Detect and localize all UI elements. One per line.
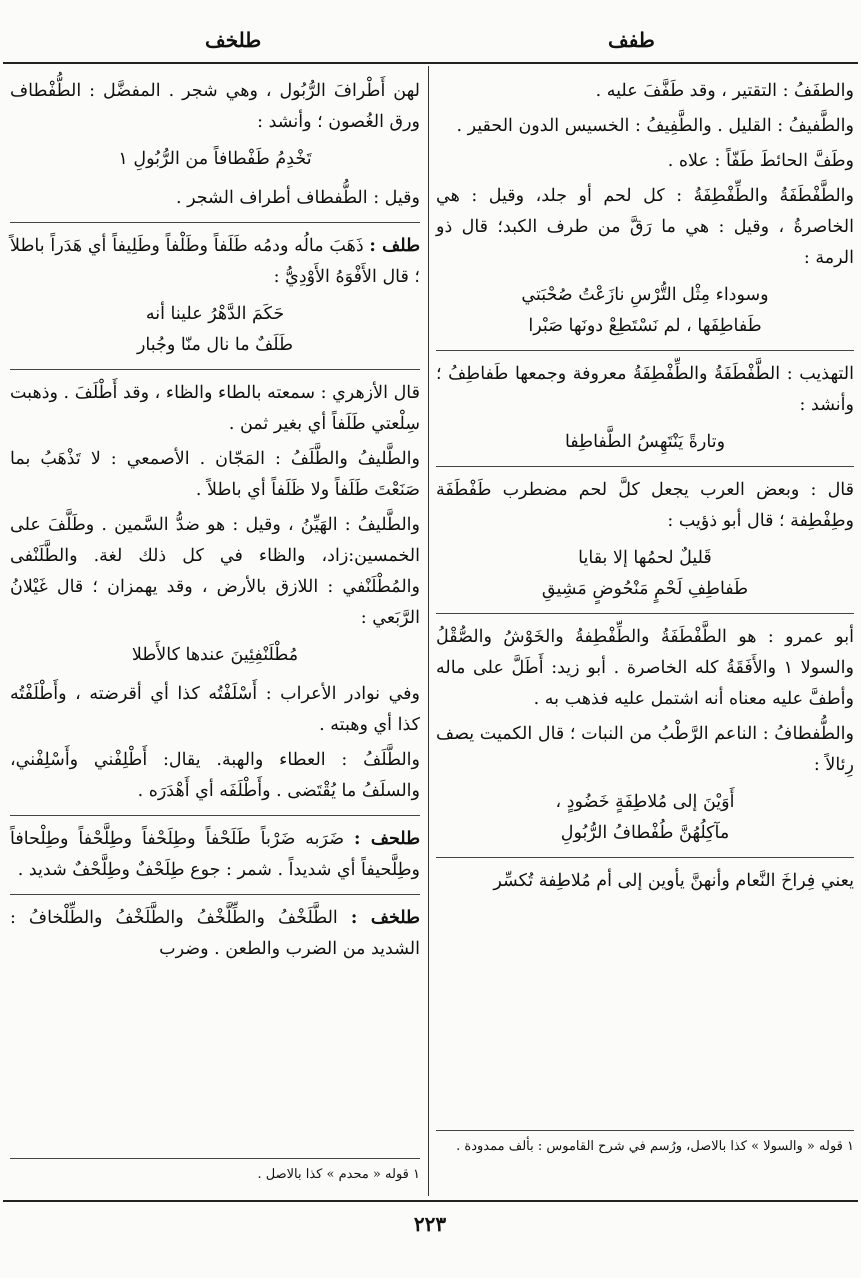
column-divider bbox=[428, 66, 429, 1196]
entry-text: ضَرَبه ضَرْباً طَلَحْفاً وطِلَحْفاً وطِلَّحْفاً وطِلْحافاً وطِلَّحيفاً أي شديداً . شمر : جوع طِلَحْفٌ وطِلَّحْفٌ شديد . bbox=[10, 829, 420, 880]
verse-line: طَلَفٌ ما نال منّا وجُبار bbox=[136, 335, 294, 355]
entry-paragraph: لهن أَطْرافَ الرُّبُول ، وهي شجر . المفضَّل : الطُّفْطاف ورق الغُصون ؛ وأنشد : bbox=[10, 81, 420, 132]
verse-line: وسوداء مِثْل التُّرْسِ نازَعْتُ صُحْبَتي bbox=[521, 285, 769, 305]
entry-paragraph bbox=[10, 903, 420, 965]
entry-paragraph bbox=[10, 824, 420, 886]
poem-verse bbox=[10, 144, 420, 175]
section-separator bbox=[436, 466, 854, 467]
verse-line: طَفاطِفَها ، لم نَسْتَطِعْ دونَها صَبْرا bbox=[528, 316, 762, 336]
section-separator bbox=[10, 894, 420, 895]
section-separator bbox=[10, 222, 420, 223]
entry-paragraph: وطَفَّ الحائطَ طَفّاً : علاه . bbox=[667, 151, 854, 171]
headword: طلخف : bbox=[350, 908, 420, 928]
entry-paragraph: والطفَفُ : التقتير ، وقد طَفَّفَ عليه . bbox=[595, 81, 854, 101]
footnote-text: ١ قوله « والسولا » كذا بالاصل، ورُسم في شرح القاموس : بألف ممدودة . bbox=[456, 1139, 854, 1154]
verse-line: مآكِلُهُنَّ طُفْطافُ الرُّبُولِ bbox=[560, 823, 730, 843]
headword: طلحف : bbox=[353, 829, 421, 849]
entry-paragraph: يعني فِراخَ النَّعام وأنهنَّ يأوين إلى أم مُلاطِفة تُكسِّر bbox=[493, 871, 854, 891]
entry-paragraph: والطَّليفُ : الهَيِّنُ ، وقيل : هو ضدُّ السَّمين . وطَلَّفَ على الخمسين:زاد، والظاء في كل ذلك لغة. والطَّلَنْفى والمُطْلَنْفي : اللازق بالأرض ، وقد يهمزان ؛ قال غَيْلانُ الرَّبَعي : bbox=[10, 515, 420, 628]
section-separator bbox=[10, 815, 420, 816]
running-header-left: طلخف bbox=[205, 28, 262, 52]
poem-verse bbox=[10, 640, 420, 671]
poem-verse bbox=[10, 299, 420, 361]
right-column bbox=[436, 76, 854, 901]
section-separator bbox=[436, 857, 854, 858]
entry-paragraph: والطُّفطافُ : الناعم الرَّطْبُ من النبات ؛ قال الكميت يصف رِئالاً : bbox=[436, 724, 854, 775]
verse-line: طَفاطِفِ لَحْمٍ مَنْحُوضٍ مَشِيقِ bbox=[541, 579, 749, 599]
running-header-right: طفف bbox=[608, 28, 655, 52]
headword: طلف : bbox=[369, 236, 421, 256]
poem-verse bbox=[436, 427, 854, 458]
verse-line: حَكَمَ الدَّهْرُ علينا أنه bbox=[145, 304, 285, 324]
left-column bbox=[10, 76, 420, 969]
section-separator bbox=[436, 613, 854, 614]
entry-paragraph: والطَّفْطَفَةُ والطِّفْطِفَةُ : كل لحم أو جلد، وقيل : هي الخاصرةُ ، وقيل : هي ما رَقَّ من طرف الكبد؛ قال ذو الرمة : bbox=[436, 186, 854, 268]
footnote-text: ١ قوله « محدم » كذا بالاصل . bbox=[257, 1167, 420, 1182]
entry-paragraph: وفي نوادر الأعراب : أَسْلَفْتُه كذا أي أقرضته ، وأَطْلَفْتُه كذا أي وهبته . bbox=[10, 684, 420, 735]
verse-line: تَخْدِمُ طَفْطافاً من الرُّبُولِ ١ bbox=[118, 149, 312, 169]
entry-paragraph: قال الأزهري : سمعته بالطاء والظاء ، وقد أَطْلَفَ . وذهبت سِلْعتي طَلَفاً أي بغير ثمن . bbox=[10, 383, 420, 434]
poem-verse bbox=[436, 787, 854, 849]
entry-paragraph: قال : وبعض العرب يجعل كلَّ لحم مضطرب طَفْطَفَة وطِفْطِفة ؛ قال أبو ذؤيب : bbox=[436, 480, 854, 531]
verse-line: وتارةً يَنْتَهِسُ الطَّفاطِفا bbox=[564, 432, 726, 452]
poem-verse bbox=[436, 543, 854, 605]
entry-paragraph: أبو عمرو : هو الطَّفْطَفَةُ والطِّفْطِفةُ والخَوْشُ والصُّقْلُ والسولا ١ والأَفَقَةُ كله الخاصرة . أبو زيد: أَطَلَّ على ماله وأطفَّ عليه معناه أنه اشتمل عليه فذهب به . bbox=[436, 627, 854, 709]
entry-paragraph: وقيل : الطُّفطاف أطراف الشجر . bbox=[175, 188, 420, 208]
entry-paragraph bbox=[10, 231, 420, 293]
entry-paragraph: والطَّليفُ والطَّلَفُ : المَجّان . الأصمعي : لا تَذْهَبُ بما صَنَعْتَ طَلَفاً ولا ظَلَفاً أي باطلاً . bbox=[10, 449, 420, 500]
header-rule bbox=[3, 62, 858, 64]
entry-paragraph: والطَّفيفُ : القليل . والطَّفِيفُ : الخسيس الدون الحقير . bbox=[456, 116, 854, 136]
verse-line: مُطْلَنْفِئِينَ عندها كالأَطلا bbox=[131, 645, 299, 665]
footer-rule bbox=[3, 1200, 858, 1202]
verse-line: أَوَيْنَ إلى مُلاطِفَةٍ خَضُودٍ ، bbox=[555, 792, 735, 812]
footnote-rule bbox=[436, 1130, 854, 1131]
footnote-right bbox=[436, 1130, 854, 1159]
page-number: ٢٢٣ bbox=[413, 1212, 447, 1236]
entry-paragraph: والطَّلَفُ : العطاء والهبة. يقال: أَطْلِفْني وأَسْلِفْني، والسلَفُ ما يُقْتَضى . وأَطْلَفَه أي أَهْدَرَه . bbox=[10, 750, 420, 801]
verse-line: قَليلٌ لحمُها إلا بقايا bbox=[578, 548, 712, 568]
entry-paragraph: التهذيب : الطَّفْطَفَةُ والطِّفْطِفَةُ معروفة وجمعها طَفاطِفُ ؛ وأنشد : bbox=[436, 364, 854, 415]
footnote-rule bbox=[10, 1158, 420, 1159]
section-separator bbox=[10, 369, 420, 370]
poem-verse bbox=[436, 280, 854, 342]
entry-text: ذَهَبَ مالُه ودمُه طَلَفاً وطَلْفاً وطَلِيفاً أي هَدَراً باطلاً ؛ قال الأَفْوَهُ الأَوْدِيُّ : bbox=[10, 236, 420, 287]
section-separator bbox=[436, 350, 854, 351]
entry-text: الطَّلَخْفُ والطِّلَّخْفُ والطَّلَخْفُ والطِّلْخافُ : الشديد من الضرب والطعن . وضرب bbox=[10, 908, 420, 959]
footnote-left bbox=[10, 1158, 420, 1187]
